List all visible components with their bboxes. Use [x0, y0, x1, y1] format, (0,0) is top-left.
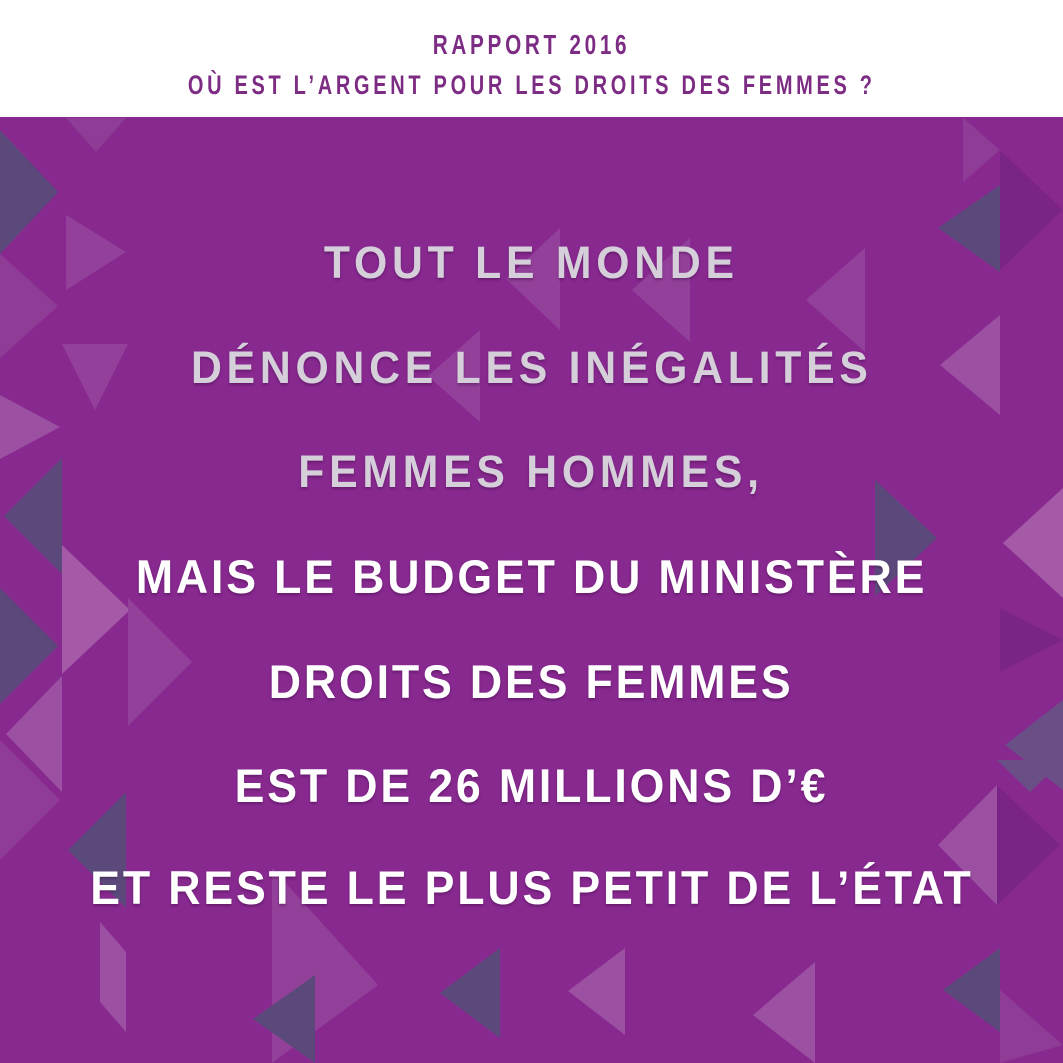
statement-line-6-text: EST DE 26 MILLIONS D’€ — [234, 759, 829, 812]
statement-line-4-text: MAIS LE BUDGET DU MINISTÈRE — [135, 550, 928, 603]
statement-line-1-text: TOUT LE MONDE — [324, 237, 739, 288]
statement-line-5-text: DROITS DES FEMMES — [269, 655, 794, 708]
report-subtitle-text: OÙ EST L’ARGENT POUR LES DROITS DES FEMMES ? — [187, 70, 876, 100]
statement-line-7 — [0, 860, 1063, 916]
statement-line-2-text: DÉNONCE LES INÉGALITÉS — [190, 342, 873, 393]
statement-line-2 — [0, 340, 1063, 396]
statement-line-5 — [0, 654, 1063, 710]
statement-line-6 — [0, 758, 1063, 814]
report-title — [0, 31, 1063, 59]
statement-line-4 — [0, 549, 1063, 605]
report-subtitle — [0, 72, 1063, 99]
header-band — [0, 0, 1063, 117]
statement-line-7-text: ET RESTE LE PLUS PETIT DE L’ÉTAT — [89, 861, 974, 914]
statement-line-3 — [0, 444, 1063, 500]
report-title-text: RAPPORT 2016 — [432, 29, 631, 60]
statement-line-3-text: FEMMES HOMMES, — [298, 446, 765, 497]
statement-line-1 — [0, 235, 1063, 291]
